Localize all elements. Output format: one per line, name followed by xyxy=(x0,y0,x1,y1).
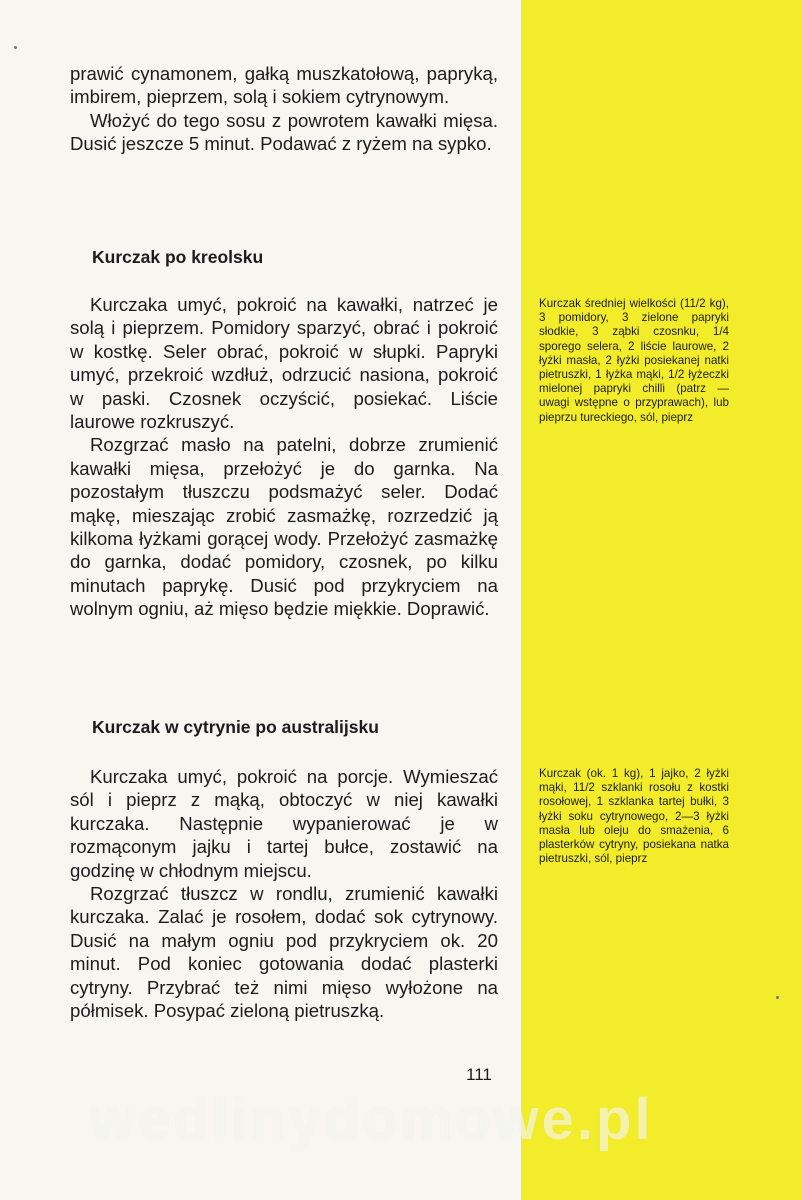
intro-paragraph-2: Włożyć do tego sosu z powrotem kawałki mięsa. Dusić jeszcze 5 minut. Podawać z ryżem na sypko. xyxy=(70,109,498,155)
recipe-2-body xyxy=(70,765,498,1022)
watermark: wedlinydomowe.pl xyxy=(90,1087,654,1152)
paper-speck xyxy=(776,996,779,999)
page-number: 111 xyxy=(466,1065,492,1084)
recipe-2-ingredients: Kurczak (ok. 1 kg), 1 jajko, 2 łyżki mąki, 11/2 szklanki rosołu z kostki rosołowej, 1 szklanka tartej bułki, 3 łyżki soku cytrynowego, 2—3 łyżki masła lub oleju do smażenia, 6 plasterków cytryny, posiekana natka pietruszki, sól, pieprz xyxy=(539,767,729,866)
yellow-sidebar-band xyxy=(521,0,802,1200)
recipe-2-paragraph-1: Kurczaka umyć, pokroić na porcje. Wymieszać sól i pieprz z mąką, obtoczyć w niej kawałki kurczaka. Następnie wypanierować je w rozmąconym jajku i tartej bułce, zostawić na godzinę w chłodnym miejscu. xyxy=(70,766,498,881)
recipe-1-body xyxy=(70,293,498,621)
recipe-1-ingredients: Kurczak średniej wielkości (11/2 kg), 3 pomidory, 3 zielone papryki słodkie, 3 ząbki czosnku, 1/4 sporego selera, 2 liście laurowe, 2 łyżki masła, 2 łyżki posiekanej natki pietruszki, 1 łyżka mąki, 1/2 łyżeczki mielonej papryki chilli (patrz — uwagi wstępne o przyprawach), lub pieprzu tureckiego, sól, pieprz xyxy=(539,297,729,424)
paper-speck xyxy=(14,46,17,49)
recipe-1-title: Kurczak po kreolsku xyxy=(92,247,264,267)
recipe-2-title: Kurczak w cytrynie po australijsku xyxy=(92,717,379,737)
recipe-1-paragraph-1: Kurczaka umyć, pokroić na kawałki, natrzeć je solą i pieprzem. Pomidory sparzyć, obrać i pokroić w kostkę. Seler obrać, pokroić w słupki. Papryki umyć, przekroić wzdłuż, odrzucić nasiona, pokroić w paski. Czosnek oczyścić, posiekać. Liście laurowe rozkruszyć. xyxy=(70,294,498,433)
recipe-1-paragraph-2: Rozgrzać masło na patelni, dobrze zrumienić kawałki mięsa, przełożyć je do garnka. Na pozostałym tłuszczu podsmażyć seler. Dodać mąkę, mieszając zrobić zasmażkę, rozrzedzić ją kilkoma łyżkami gorącej wody. Przełożyć zasmażkę do garnka, dodać pomidory, czosnek, po kilku minutach paprykę. Dusić pod przykryciem na wolnym ogniu, aż mięso będzie miękkie. Doprawić. xyxy=(70,434,498,620)
recipe-2-paragraph-2: Rozgrzać tłuszcz w rondlu, zrumienić kawałki kurczaka. Zalać je rosołem, dodać sok cytrynowy. Dusić na małym ogniu pod przykryciem ok. 20 minut. Pod koniec gotowania dodać plasterki cytryny. Przybrać też nimi mięso wyłożone na półmisek. Posypać zieloną pietruszką. xyxy=(70,883,498,1022)
intro-text xyxy=(70,62,498,156)
intro-paragraph-1: prawić cynamonem, gałką muszkatołową, papryką, imbirem, pieprzem, solą i sokiem cytrynowym. xyxy=(70,63,498,108)
